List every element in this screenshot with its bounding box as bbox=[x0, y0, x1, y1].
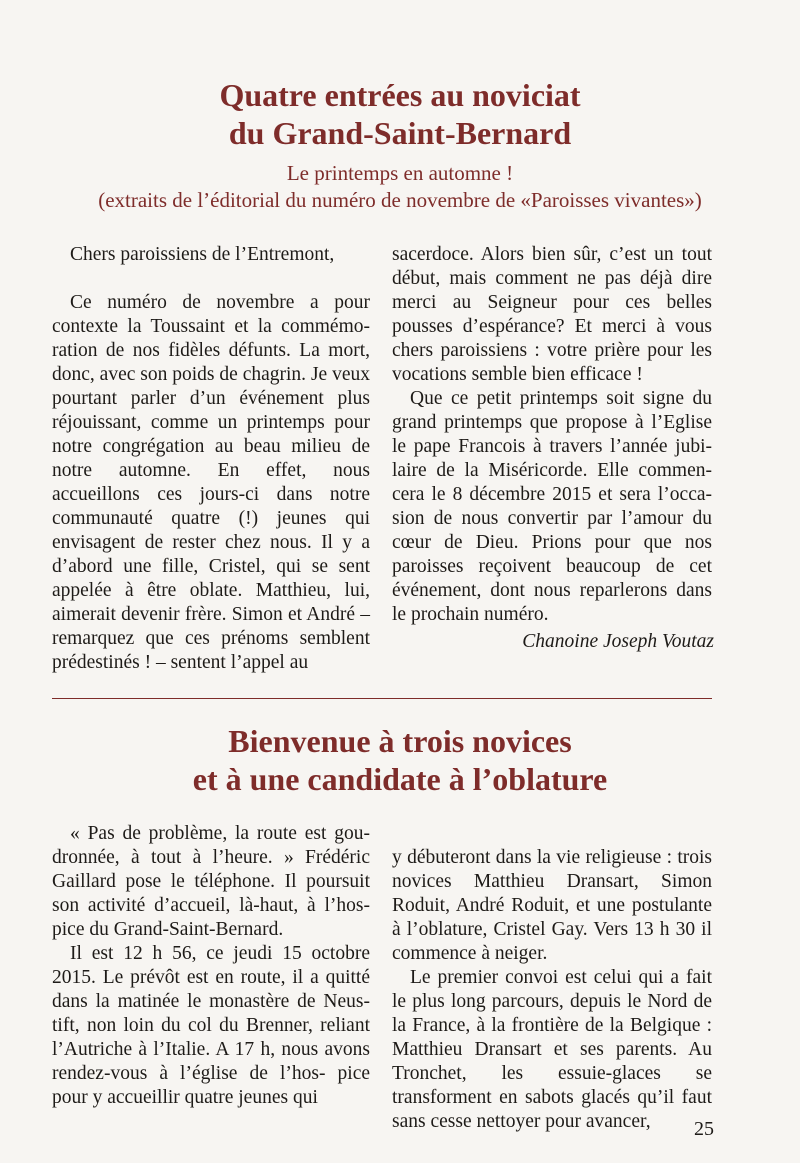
article1-left-column bbox=[52, 243, 370, 675]
paragraph: « Pas de problème, la route est gou- dronnée, à tout à l’heure. » Frédéric Gaillard pose le téléphone. Il poursuit son activité d’accueil, là-haut, à l’hos- pice du Grand-Saint-Bernard. bbox=[52, 823, 370, 940]
page-number: 25 bbox=[694, 1118, 714, 1140]
paragraph: Il est 12 h 56, ce jeudi 15 octobre 2015. Le prévôt est en route, il a quitté dans la matinée le monastère de Neus- tift, non loin du col du Brenner, reliant l’Autriche à l’Italie. A 17 h, nous avons rendez-vous à l’église de l’hos- pice pour y accueillir quatre jeunes qui bbox=[52, 943, 370, 1108]
article2-title-line-2: et à une candidate à l’oblature bbox=[192, 761, 608, 797]
article2-right-column bbox=[392, 846, 712, 1134]
article-subtitle-line-2: (extraits de l’éditorial du numéro de novembre de «Paroisses vivantes») bbox=[98, 188, 702, 212]
article2-left-column bbox=[52, 822, 370, 1110]
paragraph: y débuteront dans la vie religieuse : trois novices Matthieu Dransart, Simon Roduit, André Roduit, et une postulante à l’oblature, Cristel Gay. Vers 13 h 30 il commence à neiger. bbox=[392, 847, 712, 964]
salutation: Chers paroissiens de l’Entremont, bbox=[70, 244, 335, 265]
article-subtitle-line-1: Le printemps en automne ! bbox=[286, 161, 514, 185]
article-title-line-1: Quatre entrées au noviciat bbox=[219, 77, 581, 113]
paragraph: Que ce petit printemps soit signe du grand printemps que propose à l’Eglise le pape Francois à travers l’année jubi- laire de la Miséricorde. Elle commen- cera le 8 décembre 2015 et sera l’occa- sion de nous convertir par l’amour du cœur de Dieu. Prions pour que nos paroisses reçoivent beaucoup de cet événement, dont nous reparlerons dans le prochain numéro. bbox=[392, 388, 712, 625]
paragraph: sacerdoce. Alors bien sûr, c’est un tout début, mais comment ne pas déjà dire merci au Seigneur pour ces belles pousses d’espérance? Et merci à vous chers paroissiens : votre prière pour les vocations semble bien efficace ! bbox=[392, 244, 712, 385]
paragraph: Le premier convoi est celui qui a fait le plus long parcours, depuis le Nord de la France, à la frontière de la Belgique : Matthieu Dransart et ses parents. Au Tronchet, les essuie-glaces se transforment en sabots glacés qu’il faut sans cesse nettoyer pour avancer, bbox=[392, 967, 712, 1132]
article-title-line-2: du Grand-Saint-Bernard bbox=[228, 115, 572, 151]
author-signature: Chanoine Joseph Voutaz bbox=[522, 631, 714, 652]
section-divider bbox=[52, 698, 712, 699]
article1-right-column bbox=[392, 243, 712, 627]
article2-title-line-1: Bienvenue à trois novices bbox=[228, 723, 572, 759]
paragraph: Ce numéro de novembre a pour contexte la Toussaint et la commémo- ration de nos fidèles défunts. La mort, donc, avec son poids de chagrin. Je veux pourtant parler d’un événement plus réjouissant, comme un printemps pour notre congrégation au beau milieu de notre automne. En effet, nous accueillons ces jours-ci dans notre communauté quatre (!) jeunes qui envisagent de rester chez nous. Il y a d’abord une fille, Cristel, qui se sent appelée à être oblate. Matthieu, lui, aimerait devenir frère. Simon et André – remarquez que ces prénoms semblent prédestinés ! – sentent l’appel au bbox=[52, 292, 370, 673]
